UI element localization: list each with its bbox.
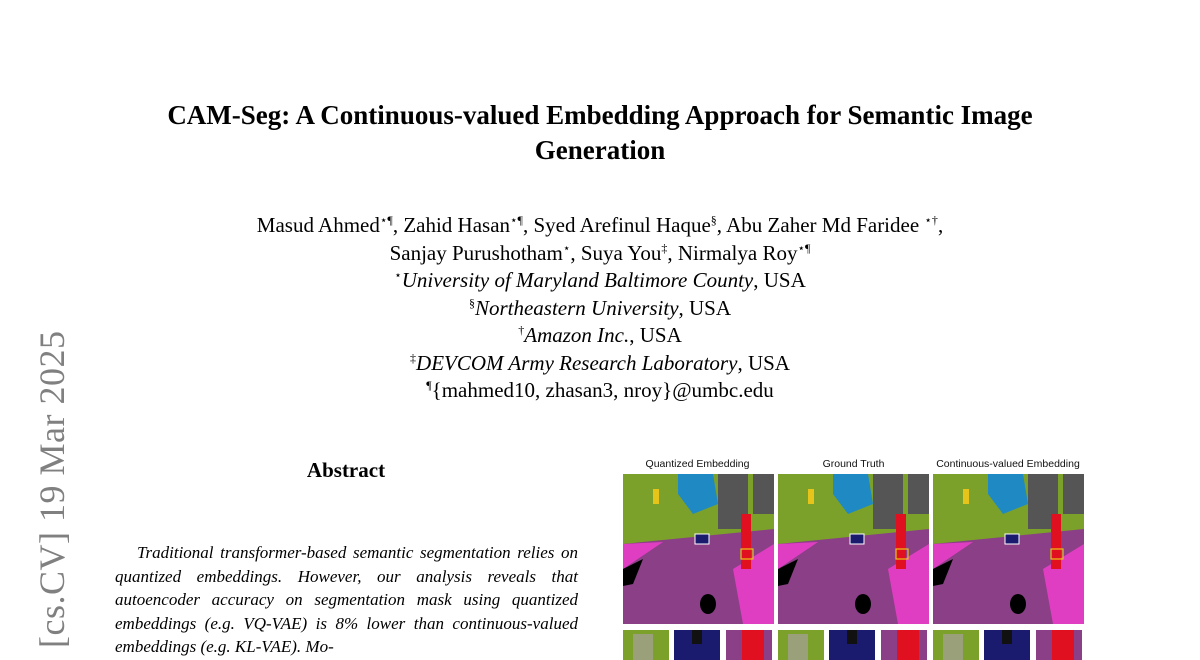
affiliation-country: , USA [629,323,682,347]
author-name: Syed Arefinul Haque [533,213,711,237]
email-addresses: {mahmed10, zhasan3, nroy}@umbc.edu [431,378,774,402]
abstract-heading: Abstract [306,458,386,482]
affiliation-name: Amazon Inc. [524,323,630,347]
segmentation-panel-quantized [623,474,774,624]
affiliation-northeastern [150,295,1050,323]
crop-thumbnail [674,630,720,660]
crop-thumbnail [984,630,1030,660]
affiliation-country: , USA [737,350,790,375]
crop-thumbnail [623,630,669,660]
abstract-text: Traditional transformer-based semantic segmentation relies on quantized embeddings. However, our analysis reveals that autoencoder accuracy on segmentation mask using quantized embeddings (e.g. VQ-VAE) is 8% lower than continuous-valued embeddings (e.g. KL-VAE). Mo- [115,543,578,657]
affiliation-umbc [150,267,1050,295]
crop-thumbnail [933,630,979,660]
segmentation-panel-continuous [933,474,1084,624]
affiliation-mark: † [518,323,525,337]
author-emails [150,377,1050,405]
author-name: Suya You [580,240,662,265]
arxiv-stamp [28,300,72,648]
crop-thumbnail [829,630,875,660]
affiliation-amazon [150,322,1050,350]
affiliation-name: University of Maryland Baltimore County [401,268,754,292]
email-mark: ¶ [426,378,432,392]
panel-label-ground-truth: Ground Truth [822,458,885,470]
author-name: Masud Ahmed [256,213,380,237]
author-name: Sanjay Purushotham [389,240,563,265]
author-mark: ‡ [661,240,668,255]
author-name: Abu Zaher Md Faridee [726,213,925,237]
author-mark: ⋆¶ [379,213,393,227]
affiliation-country: , USA [678,295,732,320]
author-mark: § [710,213,717,227]
panel-label-continuous: Continuous-valued Embedding [936,458,1080,470]
segmentation-panel-ground-truth [778,474,929,624]
crop-thumbnail [778,630,824,660]
affiliation-name: Northeastern University [474,295,679,320]
author-mark: ⋆¶ [797,240,811,255]
arxiv-stamp-text: [cs.CV] 19 Mar 2025 [32,330,72,648]
author-name: Nirmalya Roy [677,240,798,265]
author-mark: ⋆† [924,213,938,227]
affiliation-devcom [150,350,1050,378]
author-mark: ⋆¶ [510,213,523,227]
teaser-figure [622,458,1086,648]
crop-thumbnail [881,630,927,660]
crop-thumbnail [1036,630,1082,660]
affiliation-name: DEVCOM Army Research Laboratory [416,350,738,375]
author-line-1: Masud Ahmed⋆¶, Zahid Hasan⋆¶, Syed Arefinul Haque§, Abu Zaher Md Faridee ⋆†, [256,213,944,237]
author-mark: ⋆ [562,240,571,255]
affiliation-mark: ⋆ [394,268,402,282]
panel-label-quantized: Quantized Embedding [645,458,750,470]
affiliation-country: , USA [753,268,806,292]
author-name: Zahid Hasan [403,213,511,237]
crop-thumbnail [726,630,772,660]
affiliation-mark: ‡ [410,350,417,365]
author-line-2: Sanjay Purushotham⋆, Suya You‡, Nirmalya Roy⋆¶ [389,240,811,265]
affiliation-mark: § [468,295,475,310]
author-block [150,212,1050,405]
paper-title: CAM-Seg: A Continuous-valued Embedding Approach for Semantic Image Generation [167,100,1033,165]
